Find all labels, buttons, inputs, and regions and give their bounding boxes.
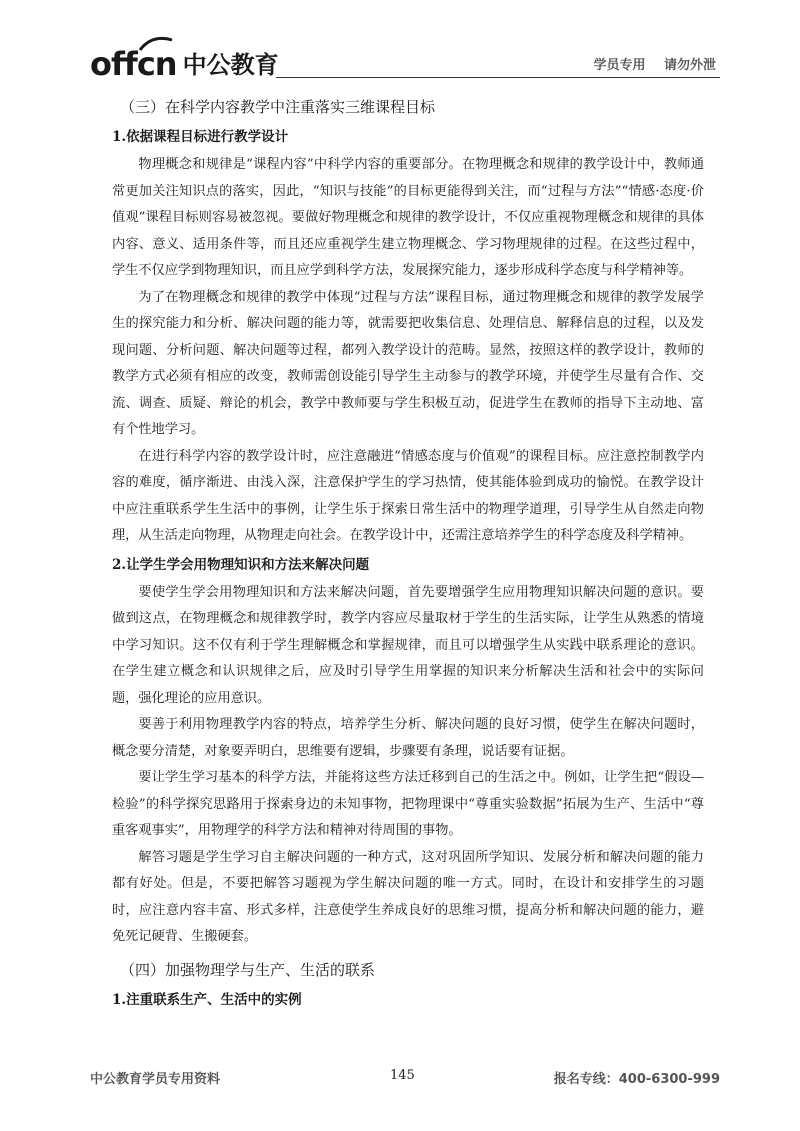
paragraph: 要使学生学会用物理知识和方法来解决问题，首先要增强学生应用物理知识解决问题的意识。要做到这点，在物理概念和规律教学时，教学内容应尽量取材于学生的生活实际，让学生从熟悉的情境中学习知识。这不仅有利于学生理解概念和掌握规律，而且可以增强学生从实践中联系理论的意识。在学生建立概念和认识规律之后，应及时引导学生用掌握的知识来分析解决生活和社会中的实际问题，强化理论的应用意识。 [112, 584, 704, 706]
header-tag-confidential: 请勿外泄 [663, 58, 716, 73]
page-number: 145 [390, 1068, 415, 1083]
subsection-title: 1.注重联系生产、生活中的实例 [112, 991, 302, 1008]
paragraph: 要善于利用物理教学内容的特点，培养学生分析、解决问题的良好习惯，使学生在解决问题时，概念要分清楚，对象要弄明白，思维要有逻辑，步骤要有条理，说话要有证据。 [112, 717, 704, 759]
footer-source: 中公教育学员专用资料 [90, 1072, 221, 1087]
paragraph: 解答习题是学生学习自主解决问题的一种方式，这对巩固所学知识、发展分析和解决问题的能力都有好处。但是，不要把解答习题视为学生解决问题的唯一方式。同时，在设计和安排学生的习题时，应注意内容丰富、形式多样，注意使学生养成良好的思维习惯，提高分析和解决问题的能力，避免死记硬背、生搬硬套。 [112, 849, 704, 944]
paragraph: 在进行科学内容的教学设计时，应注意融进“情感态度与价值观”的课程目标。应注意控制教学内容的难度，循序渐进、由浅入深，注意保护学生的学习热情，使其能体验到成功的愉悦。在教学设计中应注重联系学生生活中的事例，让学生乐于探索日常生活中的物理学道理，引导学生从自然走向物理，从生活走向物理，从物理走向社会。在教学设计中，还需注意培养学生的科学态度及科学精神。 [112, 448, 704, 543]
section-title: （四）加强物理学与生产、生活的联系 [120, 960, 376, 979]
paragraph: 物理概念和规律是“课程内容”中科学内容的重要部分。在物理概念和规律的教学设计中，教师通常更加关注知识点的落实，因此，“知识与技能”的目标更能得到关注，而“过程与方法”“情感·态度·价值观”课程目标则容易被忽视。要做好物理概念和规律的教学设计，不仅应重视物理概念和规律的具体内容、意义、适用条件等，而且还应重视学生建立物理概念、学习物理规律的过程。在这些过程中，学生不仅应学到物理知识，而且应学到科学方法，发展探究能力，逐步形成科学态度与科学精神等。 [112, 157, 704, 278]
paragraph: 为了在物理概念和规律的教学中体现“过程与方法”课程目标，通过物理概念和规律的教学发展学生的探究能力和分析、解决问题的能力等，就需要把收集信息、处理信息、解释信息的过程，以及发现问题、分析问题、解决问题等过程，都列入教学设计的范畴。显然，按照这样的教学设计，教师的教学方式必须有相应的改变，教师需创设能引导学生主动参与的教学环境，并使学生尽量有合作、交流、调查、质疑、辩论的机会，教学中教师要与学生积极互动，促进学生在教师的指导下主动地、富有个性地学习。 [112, 289, 704, 437]
page-footer [90, 1064, 720, 1088]
logo-chinese: 中公教育 [182, 51, 279, 79]
logo-swoosh-icon [138, 36, 174, 52]
header-tags [593, 54, 716, 73]
subsection-title: 2.让学生学会用物理知识和方法来解决问题 [112, 556, 370, 573]
page-content [112, 92, 704, 1015]
offcn-logo [90, 40, 279, 83]
header-tag-students-only: 学员专用 [593, 58, 646, 73]
page-header [90, 36, 720, 86]
footer-hotline: 报名专线：400-6300-999 [553, 1072, 720, 1087]
subsection-title: 1.依据课程目标进行教学设计 [112, 129, 289, 145]
section-title: （三）在科学内容教学中注重落实三维课程目标 [120, 98, 436, 116]
logo-english: offcn [90, 45, 177, 83]
paragraph: 要让学生学习基本的科学方法，并能将这些方法迁移到自己的生活之中。例如，让学生把“假设—检验”的科学探究思路用于探索身边的未知事物，把物理课中“尊重实验数据”拓展为生产、生活中“尊重客观事实”，用物理学的科学方法和精神对待周围的事物。 [112, 770, 704, 838]
header-rule [276, 77, 720, 78]
